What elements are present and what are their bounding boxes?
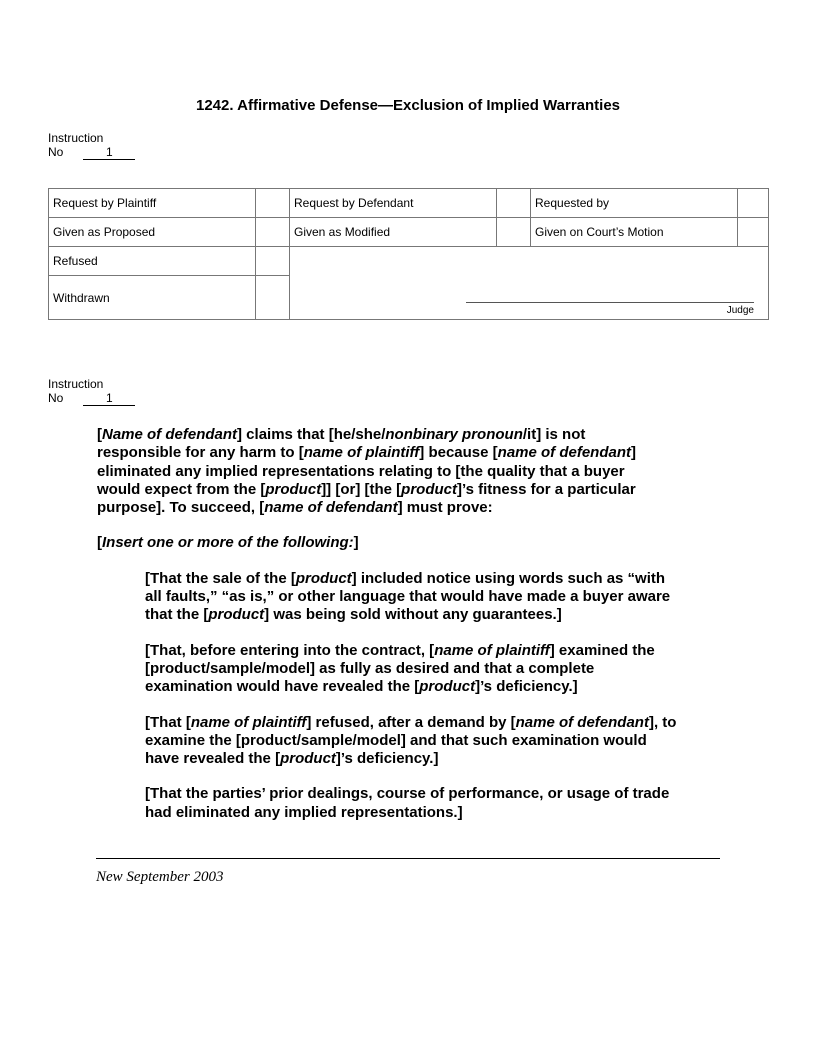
placeholder-text: product bbox=[419, 678, 476, 696]
text-line bbox=[145, 804, 737, 822]
requested-by-label: Requested by bbox=[531, 189, 738, 218]
text-segment: examination would have revealed the [ bbox=[145, 678, 420, 696]
text-segment: ] claims that [he/she/ bbox=[237, 426, 386, 443]
instruction-paragraph bbox=[97, 534, 737, 552]
placeholder-text: Name of defendant bbox=[102, 426, 238, 443]
text-segment: examine the [product/sample/model] and that such examination would bbox=[145, 731, 647, 749]
text-line bbox=[97, 534, 737, 552]
placeholder-text: product bbox=[265, 480, 322, 498]
placeholder-text: nonbinary pronoun bbox=[385, 426, 523, 443]
refused-box[interactable] bbox=[256, 247, 290, 276]
text-line bbox=[145, 588, 737, 606]
footer-divider bbox=[96, 858, 720, 859]
placeholder-text: product bbox=[295, 569, 352, 587]
given-as-proposed-box[interactable] bbox=[256, 218, 290, 247]
element-paragraph bbox=[145, 570, 737, 625]
placeholder-text: product bbox=[208, 606, 265, 624]
text-segment: [That, before entering into the contract, [ bbox=[145, 641, 435, 659]
requested-by-box[interactable] bbox=[738, 189, 769, 218]
text-segment: eliminated any implied representations relating to [the quality that a buyer bbox=[97, 462, 625, 480]
text-segment: ] included notice using words such as “with bbox=[351, 569, 666, 587]
text-segment: ]’s deficiency.] bbox=[475, 678, 578, 696]
text-segment: all faults,” “as is,” or other language that would have made a buyer aware bbox=[145, 588, 671, 606]
text-line bbox=[97, 499, 737, 517]
given-as-modified-box[interactable] bbox=[497, 218, 531, 247]
judge-signature-line bbox=[466, 302, 754, 303]
text-line bbox=[145, 606, 737, 624]
text-segment: ] must prove: bbox=[397, 499, 493, 517]
instruction-body bbox=[97, 426, 737, 839]
text-segment: ], to bbox=[648, 713, 677, 731]
placeholder-text: name of defendant bbox=[497, 444, 632, 462]
given-as-proposed-label: Given as Proposed bbox=[49, 218, 256, 247]
text-segment: [ bbox=[97, 534, 102, 552]
text-line bbox=[145, 642, 737, 660]
given-on-courts-motion-box[interactable] bbox=[738, 218, 769, 247]
instruction-number-top bbox=[48, 131, 135, 160]
instruction-paragraph bbox=[97, 426, 737, 517]
text-line bbox=[145, 660, 737, 678]
instruction-number-bottom bbox=[48, 377, 135, 406]
text-segment: [That [ bbox=[145, 713, 191, 731]
element-paragraph bbox=[145, 714, 737, 769]
text-segment: ]’s deficiency.] bbox=[335, 750, 439, 768]
text-segment: would expect from the [ bbox=[97, 480, 266, 498]
withdrawn-box[interactable] bbox=[256, 276, 290, 320]
text-line bbox=[97, 426, 737, 444]
element-paragraph bbox=[145, 642, 737, 697]
text-line bbox=[97, 444, 737, 462]
withdrawn-label: Withdrawn bbox=[49, 276, 256, 320]
no-label: No bbox=[48, 391, 64, 405]
text-segment: ]’s fitness for a particular bbox=[457, 480, 636, 498]
placeholder-text: product bbox=[280, 750, 336, 768]
placeholder-text: product bbox=[401, 480, 457, 498]
request-by-defendant-label: Request by Defendant bbox=[290, 189, 497, 218]
placeholder-text: Insert one or more of the following: bbox=[102, 534, 354, 552]
text-line bbox=[145, 785, 737, 803]
instruction-number-field[interactable]: 1 bbox=[83, 392, 135, 406]
text-line bbox=[97, 463, 737, 481]
judge-label: Judge bbox=[726, 305, 754, 316]
text-line bbox=[145, 678, 737, 696]
text-segment: [That the sale of the [ bbox=[145, 569, 296, 587]
request-by-plaintiff-box[interactable] bbox=[256, 189, 290, 218]
text-segment: ] bbox=[631, 444, 637, 462]
revision-note: New September 2003 bbox=[96, 869, 224, 885]
text-segment: ]] [or] [the [ bbox=[321, 480, 402, 498]
text-line bbox=[145, 714, 737, 732]
text-segment: [product/sample/model] as fully as desired and that a complete bbox=[145, 659, 595, 677]
request-by-plaintiff-label: Request by Plaintiff bbox=[49, 189, 256, 218]
placeholder-text: name of plaintiff bbox=[303, 444, 420, 462]
instruction-label: Instruction bbox=[48, 131, 104, 145]
text-line bbox=[145, 732, 737, 750]
text-line bbox=[97, 481, 737, 499]
request-by-defendant-box[interactable] bbox=[497, 189, 531, 218]
text-segment: responsible for any harm to [ bbox=[97, 444, 304, 462]
text-segment: ] refused, after a demand by [ bbox=[306, 713, 516, 731]
judge-signature-area[interactable] bbox=[290, 247, 769, 320]
text-segment: had eliminated any implied representations.] bbox=[145, 803, 463, 821]
text-segment: ] examined the bbox=[549, 641, 655, 659]
element-paragraph bbox=[145, 785, 737, 822]
placeholder-text: name of defendant bbox=[264, 499, 398, 517]
no-label: No bbox=[48, 145, 64, 159]
text-segment: ] bbox=[353, 534, 359, 552]
placeholder-text: name of plaintiff bbox=[434, 641, 550, 659]
text-segment: [ bbox=[97, 426, 102, 443]
text-line bbox=[145, 570, 737, 588]
page-title: 1242. Affirmative Defense—Exclusion of Implied Warranties bbox=[195, 97, 621, 114]
instruction-number-field[interactable]: 1 bbox=[83, 146, 135, 160]
placeholder-text: name of plaintiff bbox=[190, 713, 307, 731]
refused-label: Refused bbox=[49, 247, 256, 276]
text-segment: have revealed the [ bbox=[145, 750, 281, 768]
instruction-disposition-form bbox=[48, 188, 769, 320]
text-segment: ] was being sold without any guarantees.] bbox=[264, 606, 562, 624]
given-as-modified-label: Given as Modified bbox=[290, 218, 497, 247]
instruction-label: Instruction bbox=[48, 377, 104, 391]
text-segment: /it] is not bbox=[522, 426, 586, 443]
text-segment: ] because [ bbox=[419, 444, 498, 462]
placeholder-text: name of defendant bbox=[515, 713, 649, 731]
text-line bbox=[145, 750, 737, 768]
text-segment: [That the parties’ prior dealings, course of performance, or usage of trade bbox=[145, 785, 670, 803]
given-on-courts-motion-label: Given on Court’s Motion bbox=[531, 218, 738, 247]
text-segment: that the [ bbox=[145, 606, 209, 624]
text-segment: purpose]. To succeed, [ bbox=[97, 499, 265, 517]
